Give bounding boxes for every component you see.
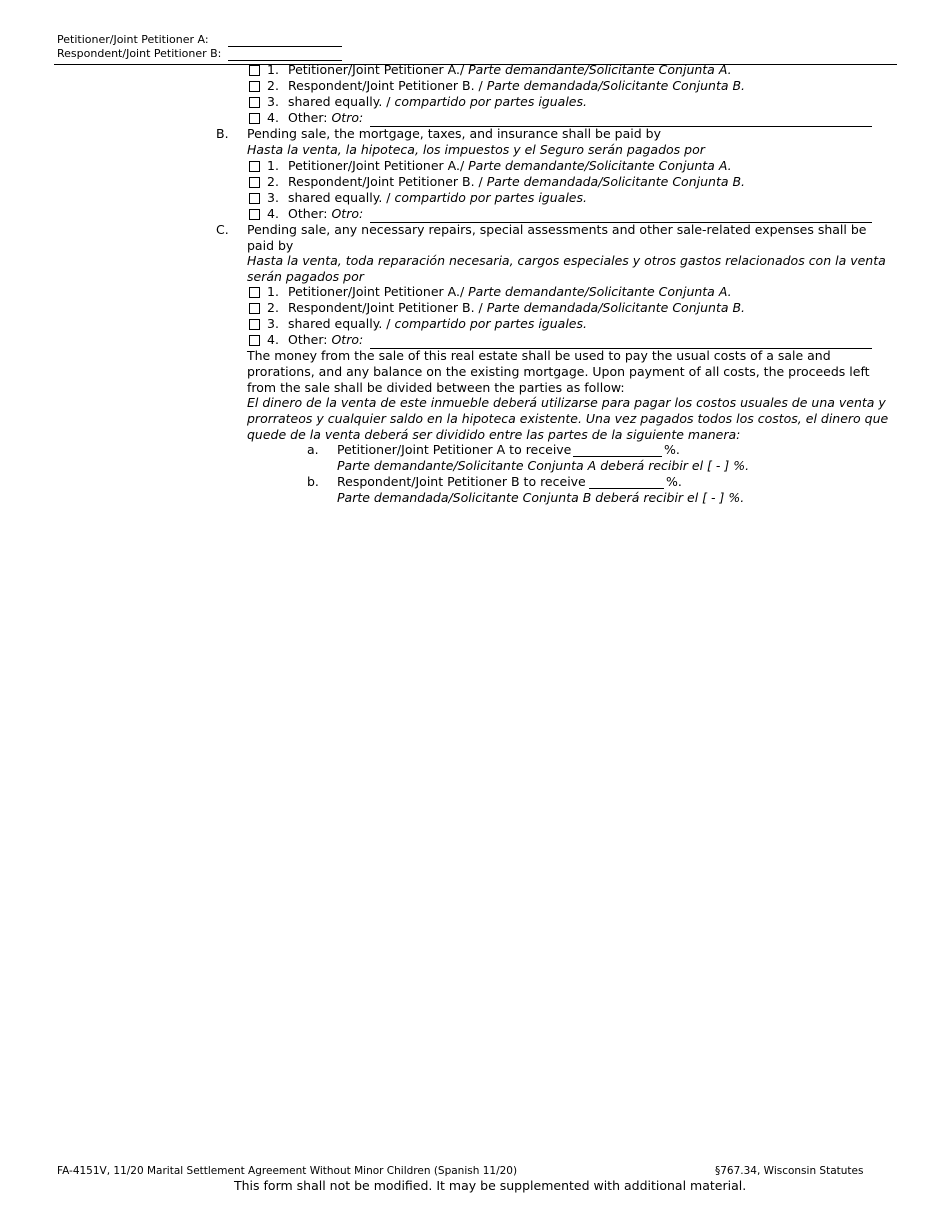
option-number: 1. [267,158,279,173]
section-letter: B. [216,126,229,141]
section-c-text-en-2: paid by [247,238,294,253]
section-b-text-es: Hasta la venta, la hipoteca, los impuestos y el Seguro serán pagados por [247,142,705,157]
section-c-checkbox-2[interactable] [249,303,260,314]
party-b-share-text: Respondent/Joint Petitioner B to receive [337,474,586,489]
party-b-percent-field[interactable] [589,488,664,489]
section-a-checkbox-3[interactable] [249,97,260,108]
option-text: shared equally. / compartido por partes iguales. [288,94,587,109]
percent-sign: %. [664,442,680,457]
party-a-share-text-es: Parte demandante/Solicitante Conjunta A deberá recibir el [ - ] %. [337,458,750,473]
option-text: Respondent/Joint Petitioner B. / Parte demandada/Solicitante Conjunta B. [288,78,746,93]
option-text: Respondent/Joint Petitioner B. / Parte demandada/Solicitante Conjunta B. [288,174,746,189]
section-b-checkbox-4[interactable] [249,209,260,220]
statute-reference: §767.34, Wisconsin Statutes [715,1165,864,1177]
section-c-checkbox-3[interactable] [249,319,260,330]
option-number: 2. [267,78,279,93]
proceeds-text-en-1: The money from the sale of this real estate shall be used to pay the usual costs of a sale and [247,348,831,363]
section-c-text-es-1: Hasta la venta, toda reparación necesaria, cargos especiales y otros gastos relacionados con la venta [247,253,886,268]
option-number: 2. [267,174,279,189]
section-b-checkbox-1[interactable] [249,161,260,172]
option-text: Petitioner/Joint Petitioner A./ Parte demandante/Solicitante Conjunta A. [288,158,732,173]
section-c-text-en-1: Pending sale, any necessary repairs, special assessments and other sale-related expenses shall be [247,222,867,237]
section-c-checkbox-4[interactable] [249,335,260,346]
option-text: Petitioner/Joint Petitioner A./ Parte demandante/Solicitante Conjunta A. [288,62,732,77]
option-number: 4. [267,110,279,125]
party-b-share-text-es: Parte demandada/Solicitante Conjunta B deberá recibir el [ - ] %. [337,490,745,505]
petitioner-label: Petitioner/Joint Petitioner A: [57,33,209,46]
option-text: Petitioner/Joint Petitioner A./ Parte demandante/Solicitante Conjunta A. [288,284,732,299]
option-text: Other: Otro: [288,206,364,221]
section-letter: C. [216,222,229,237]
option-text: Other: Otro: [288,110,364,125]
option-number: 3. [267,190,279,205]
option-number: 4. [267,206,279,221]
option-text: shared equally. / compartido por partes iguales. [288,190,587,205]
party-a-percent-field[interactable] [573,456,662,457]
respondent-label: Respondent/Joint Petitioner B: [57,47,222,60]
section-c-text-es-2: serán pagados por [247,269,364,284]
sub-item-letter: b. [307,474,319,489]
section-c-checkbox-1[interactable] [249,287,260,298]
proceeds-text-en-2: prorations, and any balance on the existing mortgage. Upon payment of all costs, the proceeds left [247,364,870,379]
option-text: Other: Otro: [288,332,364,347]
option-number: 2. [267,300,279,315]
option-text: shared equally. / compartido por partes iguales. [288,316,587,331]
petitioner-name-field[interactable] [228,46,342,47]
proceeds-text-es-2: prorrateos y cualquier saldo en la hipoteca existente. Una vez pagados todos los costos, el dinero que [247,411,889,426]
proceeds-text-en-3: from the sale shall be divided between the parties as follow: [247,380,625,395]
option-number: 1. [267,62,279,77]
section-b-text-en: Pending sale, the mortgage, taxes, and insurance shall be paid by [247,126,661,141]
section-a-checkbox-1[interactable] [249,65,260,76]
option-number: 3. [267,316,279,331]
option-number: 1. [267,284,279,299]
proceeds-text-es-3: quede de la venta deberá ser dividido entre las partes de la siguiente manera: [247,427,741,442]
party-a-share-text: Petitioner/Joint Petitioner A to receive [337,442,572,457]
section-b-checkbox-3[interactable] [249,193,260,204]
sub-item-letter: a. [307,442,319,457]
percent-sign: %. [666,474,682,489]
option-number: 3. [267,94,279,109]
option-text: Respondent/Joint Petitioner B. / Parte demandada/Solicitante Conjunta B. [288,300,746,315]
proceeds-text-es-1: El dinero de la venta de este inmueble deberá utilizarse para pagar los costos usuales de una venta y [247,395,886,410]
form-notice: This form shall not be modified. It may be supplemented with additional material. [234,1178,747,1193]
section-a-checkbox-4[interactable] [249,113,260,124]
form-identifier: FA-4151V, 11/20 Marital Settlement Agreement Without Minor Children (Spanish 11/20) [57,1165,518,1177]
section-b-checkbox-2[interactable] [249,177,260,188]
respondent-name-field[interactable] [228,60,342,61]
section-a-checkbox-2[interactable] [249,81,260,92]
option-number: 4. [267,332,279,347]
